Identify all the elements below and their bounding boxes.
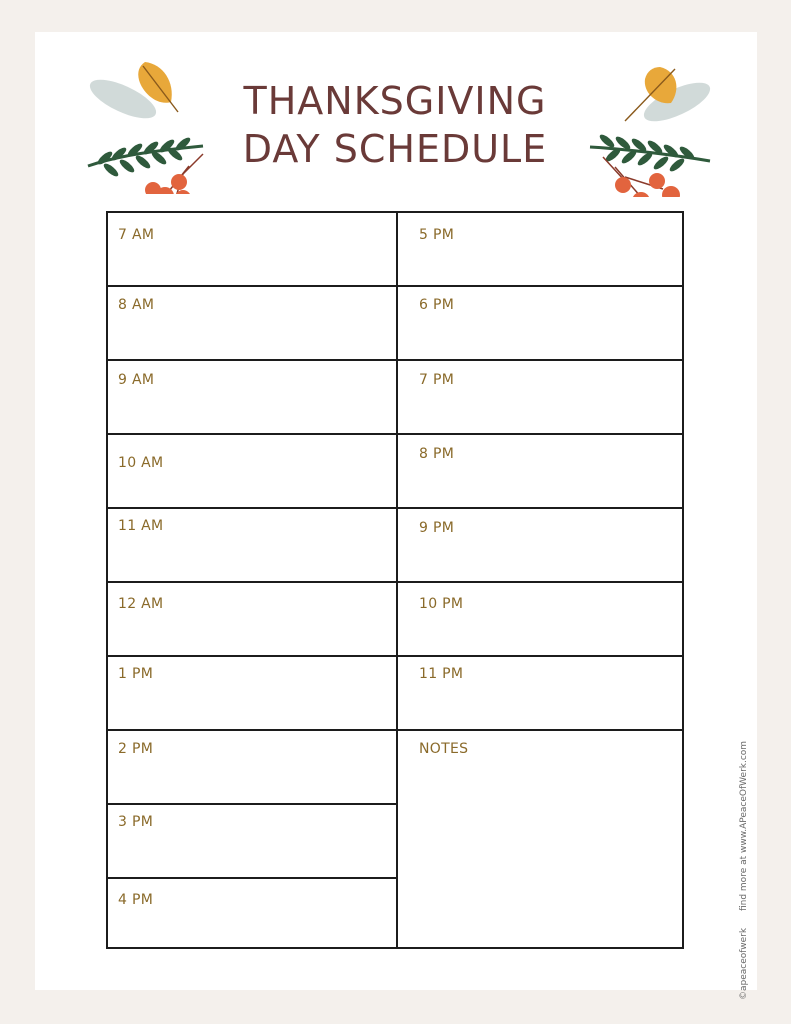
- credit-handle: ©apeaceofwerk: [739, 927, 749, 1000]
- time-slot-label: 11 PM: [419, 666, 464, 682]
- time-slot-label: 2 PM: [118, 741, 154, 757]
- time-slot-label: 6 PM: [419, 297, 455, 313]
- schedule-page: [35, 32, 757, 1000]
- credit-site: find more at www.APeaceOfWerk.com: [739, 740, 749, 912]
- row-divider: [108, 729, 682, 731]
- time-slot-label: 1 PM: [118, 666, 154, 682]
- row-divider: [108, 581, 682, 583]
- time-slot-label: 12 AM: [118, 596, 164, 612]
- notes-label: NOTES: [419, 741, 469, 757]
- row-divider: [108, 655, 682, 657]
- time-slot-label: 10 PM: [419, 596, 464, 612]
- column-divider: [396, 213, 398, 947]
- page-title: [215, 77, 575, 173]
- time-slot-label: 5 PM: [419, 227, 455, 243]
- row-divider: [108, 507, 682, 509]
- credit-line: [739, 727, 749, 1000]
- time-slot-label: 4 PM: [118, 892, 154, 908]
- time-slot-label: 10 AM: [118, 455, 164, 471]
- schedule-grid: [106, 211, 684, 949]
- row-divider: [108, 803, 396, 805]
- row-divider: [108, 433, 682, 435]
- time-slot-label: 9 AM: [118, 372, 155, 388]
- row-divider: [108, 877, 396, 879]
- autumn-leaves-decoration-right: [585, 57, 715, 197]
- time-slot-label: 11 AM: [118, 518, 164, 534]
- time-slot-label: 3 PM: [118, 814, 154, 830]
- time-slot-label: 8 PM: [419, 446, 455, 462]
- time-slot-label: 9 PM: [419, 520, 455, 536]
- title-line-1: THANKSGIVING: [243, 79, 547, 123]
- row-divider: [108, 285, 682, 287]
- title-line-2: DAY SCHEDULE: [242, 127, 548, 171]
- autumn-leaves-decoration-left: [83, 54, 213, 194]
- time-slot-label: 7 AM: [118, 227, 155, 243]
- row-divider: [108, 359, 682, 361]
- time-slot-label: 7 PM: [419, 372, 455, 388]
- time-slot-label: 8 AM: [118, 297, 155, 313]
